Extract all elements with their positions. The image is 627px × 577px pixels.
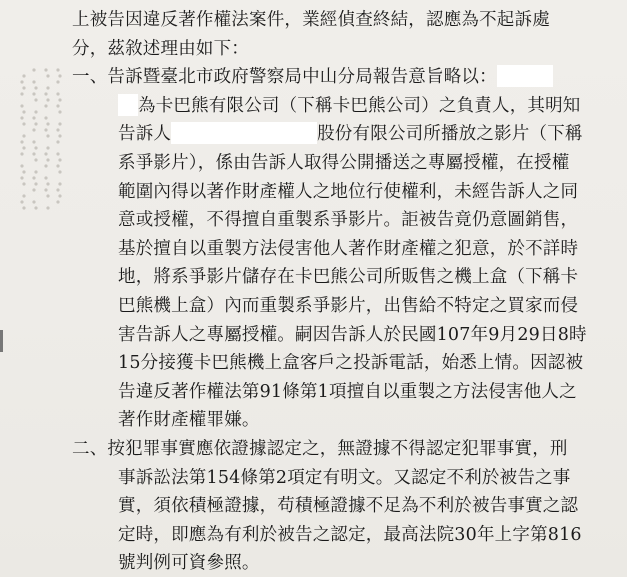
perforation-dot: [22, 74, 25, 77]
perforation-dot: [56, 80, 59, 83]
perforation-dot: [46, 182, 49, 185]
text-line: [62, 120, 622, 149]
perforation-dot: [22, 122, 25, 125]
perforation-dot: [32, 92, 35, 95]
text-line: 害告訴人之專屬授權。嗣因告訴人於民國107年9月29日8時: [118, 324, 587, 345]
perforation-dot: [20, 116, 23, 119]
perforation-dot: [46, 206, 49, 209]
perforation-dot: [56, 164, 59, 167]
perforation-dot: [34, 182, 37, 185]
perforation-dot: [34, 110, 37, 113]
perforation-dot: [32, 200, 35, 203]
text-line: 告違反著作權法第91條第1項擅自以重製之方法侵害他人之: [118, 381, 577, 402]
text-segment: 一、告訴暨臺北市政府警察局中山分局報告意旨略以：: [72, 67, 497, 88]
perforation-dot: [44, 116, 47, 119]
perforation-dot: [22, 146, 25, 149]
text-segment: 股份有限公司所播放之影片（下稱: [317, 124, 583, 145]
perforation-dot: [44, 128, 47, 131]
text-line: 定時，即應為有利於被告之認定，最高法院30年上字第816: [118, 524, 582, 545]
text-line: 15分接獲卡巴熊機上盒客戶之投訴電話，始悉上情。因認被: [118, 353, 584, 374]
text-line: 基於擅自以重製方法侵害他人著作財產權之犯意，於不詳時: [118, 238, 579, 259]
perforation-dot: [46, 86, 49, 89]
perforation-dot: [56, 140, 59, 143]
perforation-dot: [56, 152, 59, 155]
perforation-dot: [46, 158, 49, 161]
perforation-dot: [56, 68, 59, 71]
text-segment: 為卡巴熊有限公司（下稱卡巴熊公司）之負責人，其明知: [138, 95, 581, 116]
perforation-dot: [22, 182, 25, 185]
perforation-dot: [32, 80, 35, 83]
text-line: 著作財產權罪嫌。: [118, 410, 260, 431]
perforation-dot: [46, 194, 49, 197]
perforation-dot: [32, 140, 35, 143]
text-line: 分，茲敘述理由如下：: [72, 38, 249, 59]
perforation-dot: [44, 92, 47, 95]
perforation-dot: [22, 110, 25, 113]
perforation-dot: [46, 146, 49, 149]
perforation-dot: [22, 170, 25, 173]
perforation-dot: [34, 206, 37, 209]
perforation-dot: [20, 176, 23, 179]
perforation-dot: [20, 152, 23, 155]
text-line: 上被告因違反著作權法案件，業經偵查終結，認應為不起訴處: [72, 10, 550, 30]
perforation-dot: [20, 80, 23, 83]
perforation-dot: [20, 200, 23, 203]
document-body: [62, 6, 622, 577]
text-line: 事訴訟法第154條第2項定有明文。又認定不利於被告之事: [118, 467, 571, 488]
perforation-dot: [34, 146, 37, 149]
perforation-dot: [46, 122, 49, 125]
perforation-dot: [20, 164, 23, 167]
perforation-dot: [32, 176, 35, 179]
perforation-dot: [44, 152, 47, 155]
perforation-dot: [56, 104, 59, 107]
text-line: [62, 92, 622, 121]
perforation-dot: [56, 128, 59, 131]
redaction-box: [118, 94, 138, 116]
perforation-dot: [44, 164, 47, 167]
text-line: 意或授權，不得擅自重製系爭影片。詎被告竟仍意圖銷售，: [118, 210, 579, 231]
perforation-dot: [44, 188, 47, 191]
perforation-dot: [34, 98, 37, 101]
text-line: 號判例可資參照。: [118, 553, 260, 574]
perforation-dot: [20, 140, 23, 143]
perforation-dot: [32, 116, 35, 119]
perforation-dot: [22, 206, 25, 209]
perforation-dot: [56, 92, 59, 95]
perforation-dot: [34, 122, 37, 125]
perforation-dot: [20, 104, 23, 107]
text-line: 二、按犯罪事實應依證據認定之，無證據不得認定犯罪事實，刑: [72, 438, 568, 459]
perforation-dot: [34, 170, 37, 173]
perforation-stamp: [14, 64, 66, 214]
text-line: 系爭影片），係由告訴人取得公開播送之專屬授權，在授權: [118, 152, 570, 173]
text-line: [62, 63, 622, 92]
text-segment: 告訴人: [118, 124, 172, 145]
margin-mark: [0, 330, 3, 352]
perforation-dot: [44, 176, 47, 179]
perforation-dot: [22, 86, 25, 89]
perforation-dot: [44, 104, 47, 107]
text-line: 地，將系爭影片儲存在卡巴熊公司所販售之機上盒（下稱卡: [118, 267, 579, 288]
perforation-dot: [20, 92, 23, 95]
perforation-dot: [56, 188, 59, 191]
perforation-dot: [46, 134, 49, 137]
perforation-dot: [32, 188, 35, 191]
perforation-dot: [32, 128, 35, 131]
perforation-dot: [32, 68, 35, 71]
perforation-dot: [34, 158, 37, 161]
perforation-dot: [56, 200, 59, 203]
perforation-dot: [22, 194, 25, 197]
text-line: 範圍內得以著作財產權人之地位行使權利，未經告訴人之同: [118, 181, 579, 202]
perforation-dot: [46, 98, 49, 101]
perforation-dot: [32, 152, 35, 155]
redaction-box: [497, 65, 553, 87]
perforation-dot: [44, 68, 47, 71]
perforation-dot: [22, 134, 25, 137]
text-line: 實，須依積極證據，苟積極證據不足為不利於被告事實之認: [118, 496, 579, 517]
perforation-dot: [34, 86, 37, 89]
redaction-box: [171, 122, 317, 144]
perforation-dot: [46, 74, 49, 77]
text-line: 巴熊機上盒）內而重製系爭影片，出售給不特定之買家而侵: [118, 295, 579, 316]
